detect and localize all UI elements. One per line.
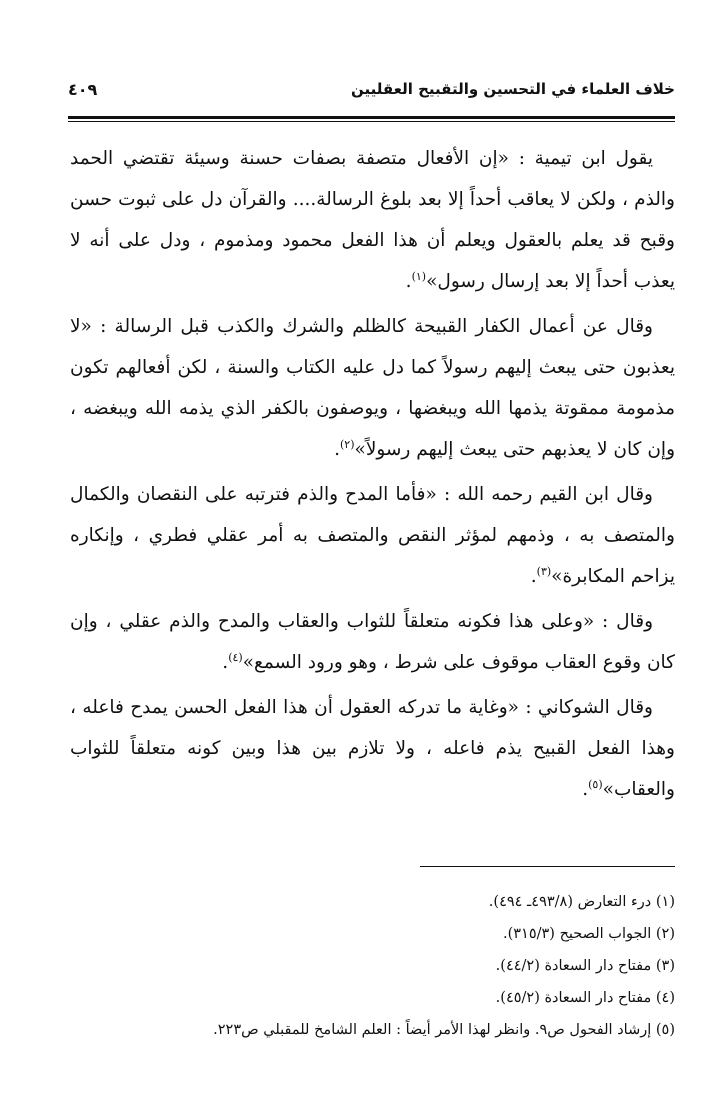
footnotes — [60, 886, 675, 1046]
footnote-1: (١) درء التعارض (٤٩٣/٨ـ ٤٩٤). — [488, 894, 675, 910]
page-number: ٤٠٩ — [68, 80, 98, 99]
paragraph: وقال الشوكاني : «وغاية ما تدركه العقول أن هذا الفعل الحسن يمدح فاعله ، وهذا الفعل القبيح يذم فاعله ، ولا تلازم بين هذا وبين كونه متعلقاً للثواب والعقاب»$^{(٥)}$. — [70, 697, 675, 800]
footnote-marker: (١) — [411, 269, 427, 283]
paragraph: وقال عن أعمال الكفار القبيحة كالظلم والشرك والكذب قبل الرسالة : «لا يعذبون حتى يبعث إليهم رسولاً كما دل عليه الكتاب والسنة ، لكن أفعالهم تكون مذمومة ممقوتة يذمها الله ويبغضها ، ويوصفون بالكفر الذي يذمه الله ويبغضه ، وإن كان لا يعذبهم حتى يبعث إليهم رسولاً»$^{(٢)}$. — [70, 316, 675, 460]
footnote-marker: (٤) — [228, 650, 243, 664]
page-header — [68, 70, 675, 110]
footnote-marker: (٣) — [536, 564, 552, 578]
paragraph-text: وقال عن أعمال الكفار القبيحة كالظلم والشرك والكذب قبل الرسالة : «لا يعذبون حتى يبعث إليهم رسولاً كما دل عليه الكتاب والسنة ، لكن أفعالهم تكون مذمومة ممقوتة يذمها الله ويبغضها ، ويوصفون بالكفر الذي يذمه الله ويبغضه ، وإن كان لا يعذبهم حتى يبعث إليهم رسولاً» — [70, 316, 675, 460]
paragraph-text: وقال الشوكاني : «وغاية ما تدركه العقول أن هذا الفعل الحسن يمدح فاعله ، وهذا الفعل القبيح يذم فاعله ، ولا تلازم بين هذا وبين كونه متعلقاً للثواب والعقاب» — [70, 697, 675, 800]
paragraph: وقال : «وعلى هذا فكونه متعلقاً للثواب والعقاب والمدح والذم عقلي ، وإن كان وقوع العقاب موقوف على شرط ، وهو ورود السمع»$^{(٤)}$. — [70, 611, 675, 673]
paragraph: يقول ابن تيمية : «إن الأفعال متصفة بصفات حسنة وسيئة تقتضي الحمد والذم ، ولكن لا يعاقب أحداً إلا بعد بلوغ الرسالة.... والقرآن دل على ثبوت حسن وقبح قد يعلم بالعقول ويعلم أن هذا الفعل محمود ومذموم ، ودل على أنه لا يعذب أحداً إلا بعد إرسال رسول»$^{(١)}$. — [70, 148, 675, 292]
running-title: خلاف العلماء في التحسين والتقبيح العقليين — [350, 80, 675, 98]
footnote-separator — [420, 866, 675, 867]
footnote-2: (٢) الجواب الصحيح (٣١٥/٣). — [502, 926, 675, 942]
paragraph-text: وقال : «وعلى هذا فكونه متعلقاً للثواب والعقاب والمدح والذم عقلي ، وإن كان وقوع العقاب موقوف على شرط ، وهو ورود السمع» — [70, 611, 675, 673]
footnote-marker: (٥) — [588, 777, 603, 791]
body-text — [70, 138, 675, 814]
header-rule-thin — [68, 121, 675, 122]
paragraph: وقال ابن القيم رحمه الله : «فأما المدح والذم فترتبه على النقصان والكمال والمتصف به ، وذمهم لمؤثر النقص والمتصف به أمر عقلي فطري ، وإنكاره يزاحم المكابرة»$^{(٣)}$. — [70, 484, 675, 587]
footnote-3: (٣) مفتاح دار السعادة (٤٤/٢). — [495, 958, 675, 974]
paragraph-text: وقال ابن القيم رحمه الله : «فأما المدح والذم فترتبه على النقصان والكمال والمتصف به ، وذمهم لمؤثر النقص والمتصف به أمر عقلي فطري ، وإنكاره يزاحم المكابرة» — [70, 484, 675, 587]
paragraph-text: يقول ابن تيمية : «إن الأفعال متصفة بصفات حسنة وسيئة تقتضي الحمد والذم ، ولكن لا يعاقب أحداً إلا بعد بلوغ الرسالة.... والقرآن دل على ثبوت حسن وقبح قد يعلم بالعقول ويعلم أن هذا الفعل محمود ومذموم ، ودل على أنه لا يعذب أحداً إلا بعد إرسال رسول» — [70, 148, 675, 292]
header-rule-thick — [68, 116, 675, 119]
footnote-5: (٥) إرشاد الفحول ص٩. وانظر لهذا الأمر أيضاً : العلم الشامخ للمقبلي ص٢٢٣. — [213, 1022, 675, 1038]
footnote-4: (٤) مفتاح دار السعادة (٤٥/٢). — [495, 990, 675, 1006]
footnote-marker: (٢) — [339, 437, 355, 451]
